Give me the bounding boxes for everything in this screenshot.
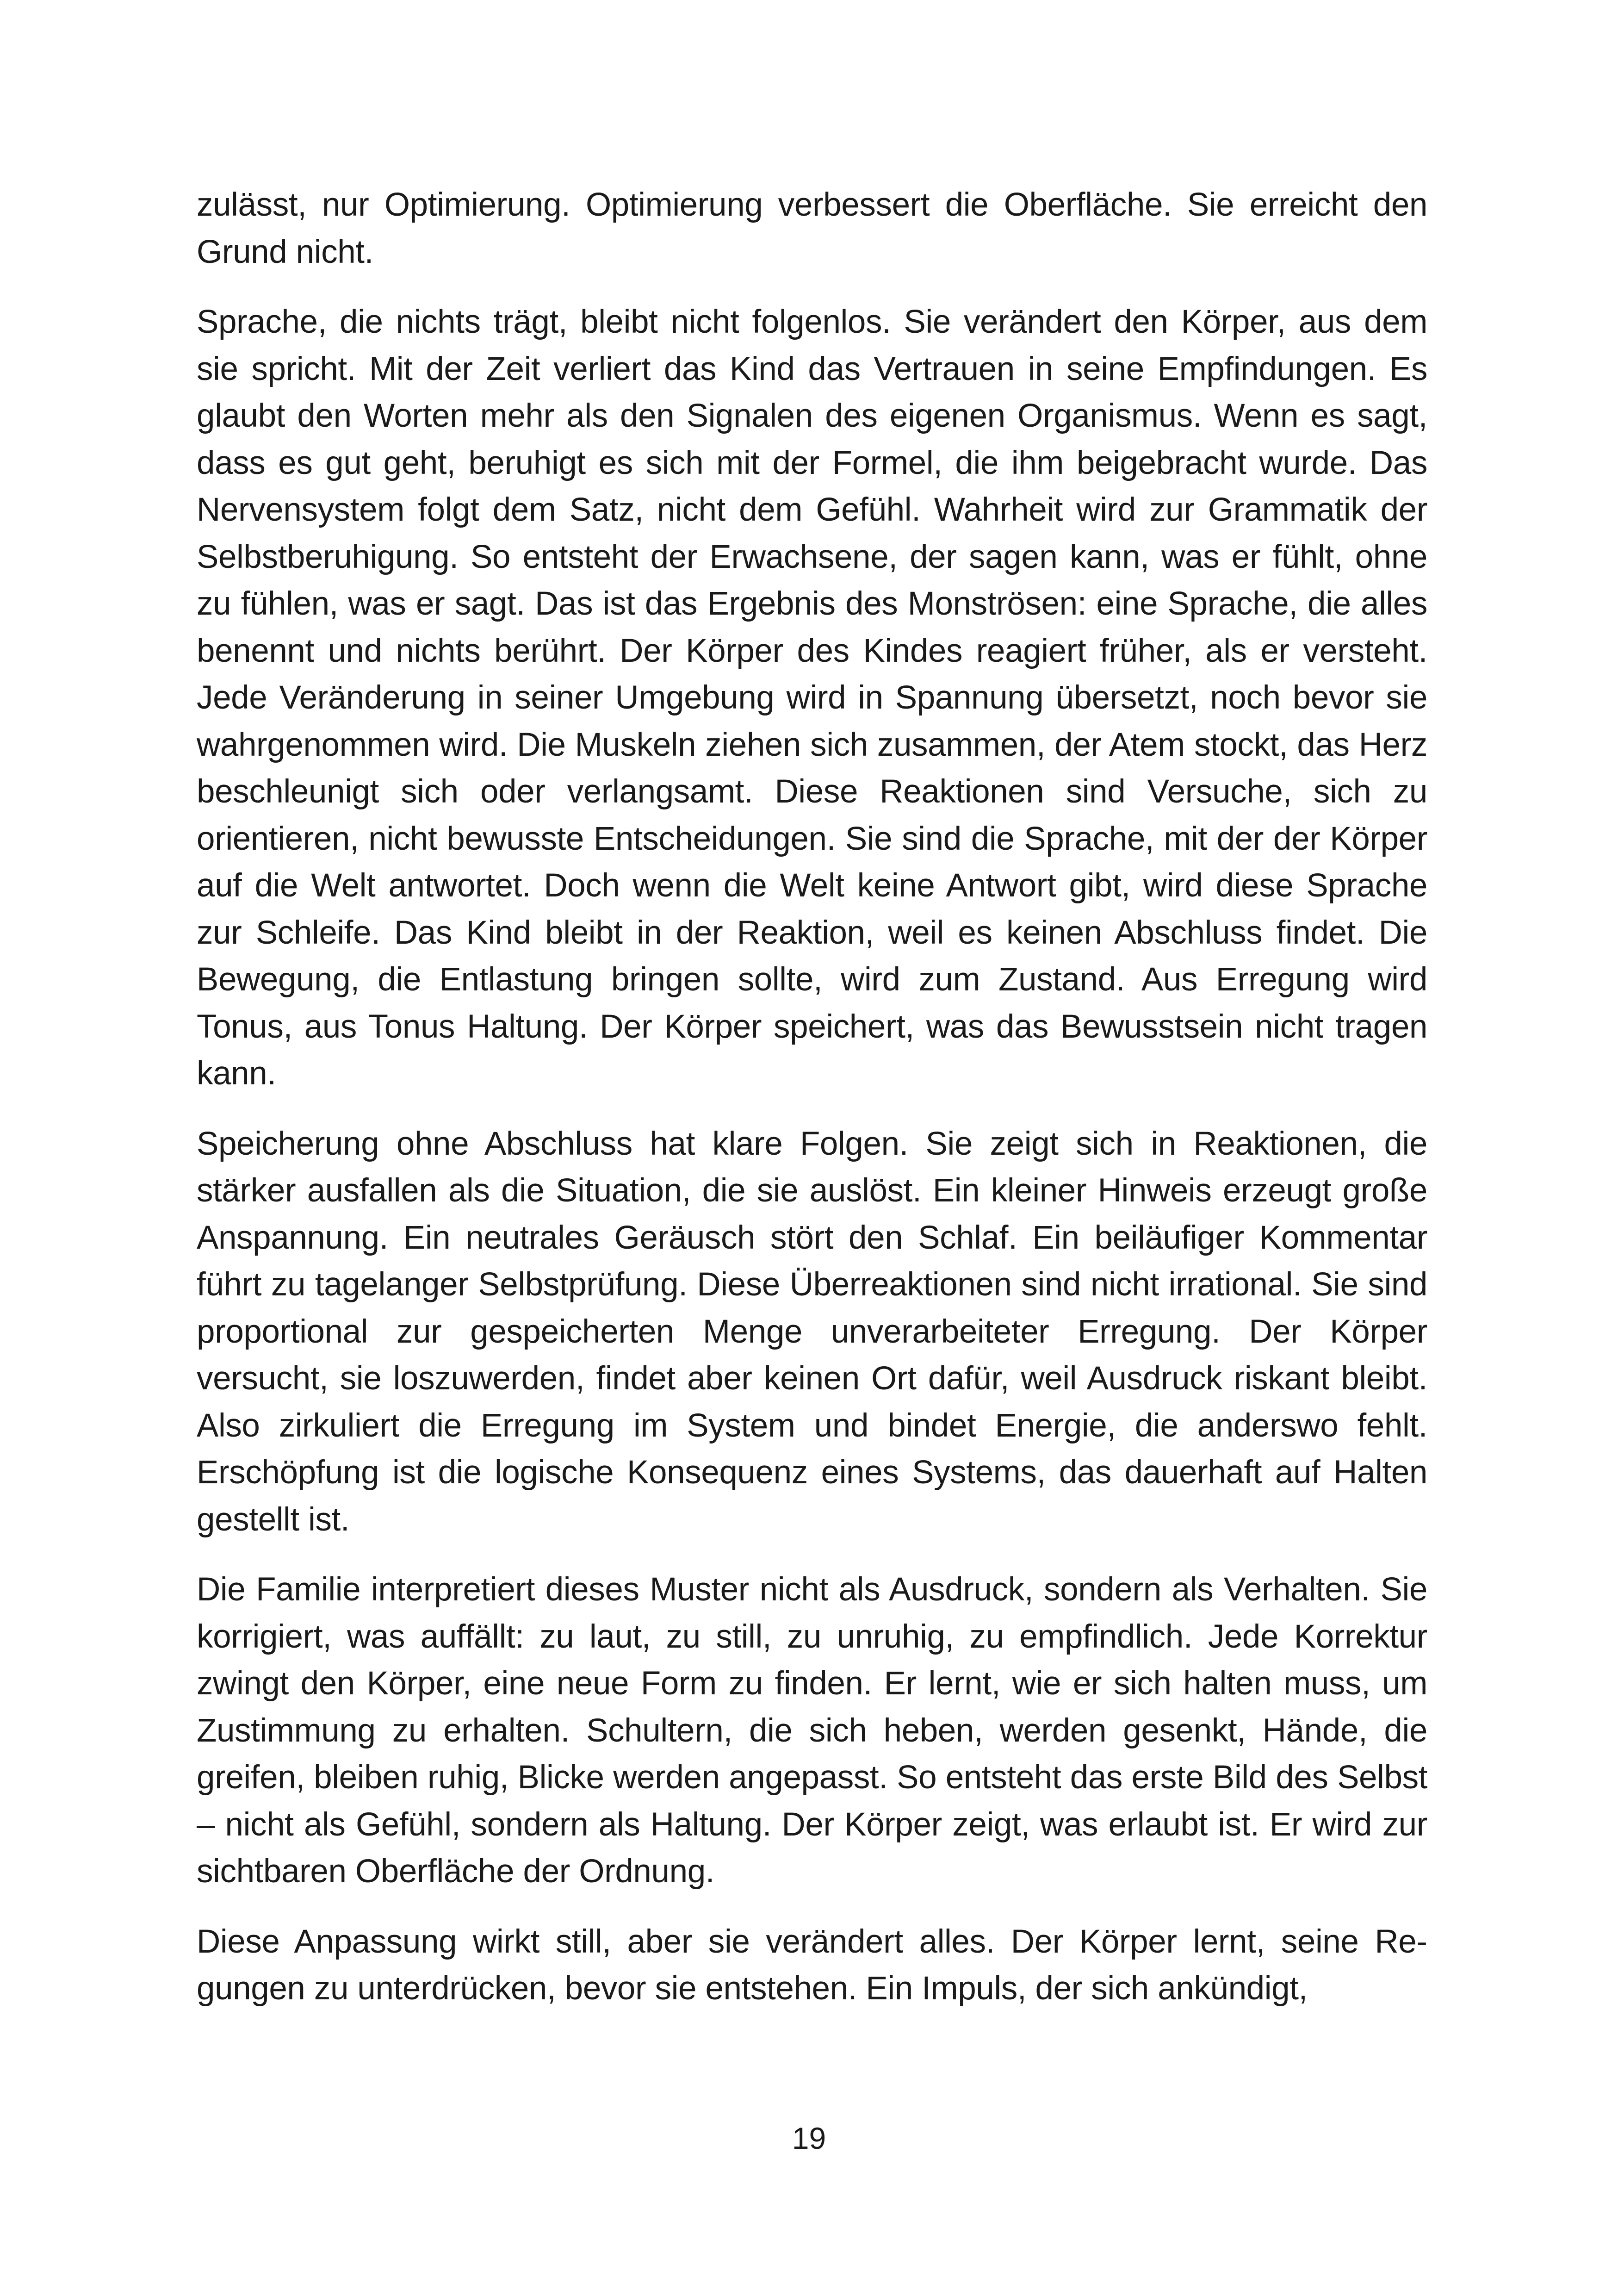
- paragraph-4: Die Familie interpretiert dieses Muster nicht als Ausdruck, sondern als Verhalten. Sie korrigiert, was auffällt: zu laut, zu still, zu unruhig, zu empfindlich. Jede Korrektur zwingt den Körper, eine neue Form zu finden. Er lernt, wie er sich halten muss, um Zustimmung zu erhalten. Schultern, die sich heben, werden gesenkt, Hände, die greifen, bleiben ruhig, Blicke werden angepasst. So entsteht das erste Bild des Selbst – nicht als Gefühl, sondern als Haltung. Der Körper zeigt, was erlaubt ist. Er wird zur sichtbaren Oberfläche der Ordnung.: [197, 1571, 1427, 1890]
- paragraph-3: Speicherung ohne Abschluss hat klare Folgen. Sie zeigt sich in Reaktionen, die stärker ausfallen als die Situation, die sie auslöst. Ein kleiner Hinweis erzeugt große Anspannung. Ein neutrales Geräusch stört den Schlaf. Ein beiläufiger Kommentar führt zu tagelanger Selbstprüfung. Diese Überreaktionen sind nicht irrational. Sie sind proportional zur gespeicherten Menge unverarbeiteter Erregung. Der Körper versucht, sie loszuwerden, findet aber keinen Ort dafür, weil Ausdruck riskant bleibt. Also zirkuliert die Erregung im System und bindet Energie, die anderswo fehlt. Erschöpfung ist die logische Konsequenz eines Systems, das dauerhaft auf Halten gestellt ist.: [197, 1125, 1427, 1538]
- paragraph-1: zulässt, nur Optimierung. Optimierung verbessert die Oberfläche. Sie erreicht den Grund nicht.: [197, 187, 1427, 270]
- body-text: [197, 181, 1427, 2035]
- paragraph-2: Sprache, die nichts trägt, bleibt nicht folgenlos. Sie verändert den Körper, aus dem sie spricht. Mit der Zeit verliert das Kind das Vertrauen in seine Empfindungen. Es glaubt den Worten mehr als den Signalen des eigenen Organismus. Wenn es sagt, dass es gut geht, beruhigt es sich mit der Formel, die ihm beigebracht wurde. Das Nervensystem folgt dem Satz, nicht dem Gefühl. Wahrheit wird zur Grammatik der Selbstberuhigung. So entsteht der Erwachsene, der sagen kann, was er fühlt, ohne zu fühlen, was er sagt. Das ist das Ergebnis des Monströsen: eine Sprache, die alles benennt und nichts berührt. Der Körper des Kindes reagiert früher, als er versteht. Jede Veränderung in seiner Umgebung wird in Spannung übersetzt, noch bevor sie wahrgenommen wird. Die Muskeln ziehen sich zusammen, der Atem stockt, das Herz beschleunigt sich oder verlangsamt. Diese Reaktionen sind Versuche, sich zu orientieren, nicht bewusste Entscheidungen. Sie sind die Sprache, mit der der Körper auf die Welt antwortet. Doch wenn die Welt keine Antwort gibt, wird diese Sprache zur Schleife. Das Kind bleibt in der Reaktion, weil es keinen Abschluss findet. Die Bewegung, die Entlastung bringen sollte, wird zum Zustand. Aus Erregung wird Tonus, aus Tonus Haltung. Der Körper speichert, was das Bewusstsein nicht tragen kann.: [197, 304, 1427, 1092]
- page-number: 19: [792, 2121, 826, 2155]
- paragraph-5: Diese Anpassung wirkt still, aber sie verändert alles. Der Körper lernt, seine Regungen zu unterdrücken, bevor sie entstehen. Ein Impuls, der sich ankündigt,: [197, 1923, 1427, 2007]
